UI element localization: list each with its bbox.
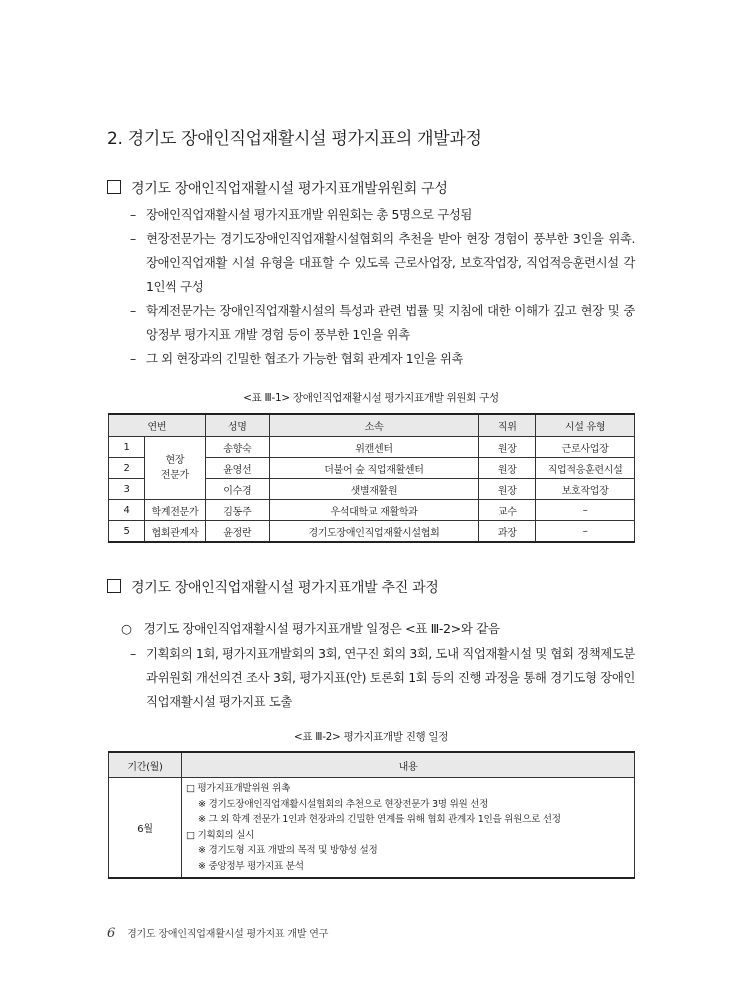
content-line: ※ 경기도형 지표 개발의 목적 및 방향성 설정	[198, 845, 378, 856]
schedule-table	[108, 751, 635, 879]
circle-bullet-icon: ○	[121, 621, 132, 636]
table-header-row	[109, 752, 635, 778]
group-label: 현장 전문가	[144, 437, 205, 500]
header-cell: 연번	[109, 414, 206, 437]
period-cell: 6월	[109, 778, 182, 879]
header-cell: 기간(월)	[109, 752, 182, 778]
table-row: 4 학계전문가 김동주 우석대학교 재활학과 교수 –	[109, 500, 635, 521]
list-item: – 현장전문가는 경기도장애인직업재활시설협회의 추천을 받아 현장 경험이 풍부한 3인을 위촉. 장애인직업재활 시설 유형을 대표할 수 있도록 근로사업장, 보호작업장, 직업적응훈련시설 각 1인씩 구성	[130, 231, 635, 294]
subsection-heading-committee	[107, 178, 448, 198]
page-footer	[107, 925, 328, 941]
process-bullet-list	[130, 642, 635, 714]
content-line: □ 기획회의 실시	[186, 829, 255, 841]
footer-title: 경기도 장애인직업재활시설 평가지표 개발 연구	[127, 929, 329, 940]
subsection-title: 경기도 장애인직업재활시설 평가지표개발 추진 과정	[131, 580, 439, 596]
header-cell: 소속	[269, 414, 479, 437]
header-cell: 내용	[182, 752, 635, 778]
header-cell: 성명	[205, 414, 269, 437]
table-row	[109, 778, 635, 879]
header-cell: 시설 유형	[536, 414, 635, 437]
committee-table	[108, 413, 635, 543]
square-bullet-icon	[107, 579, 121, 593]
page-number: 6	[107, 926, 116, 941]
table2-caption: <표 Ⅲ-2> 평가지표개발 진행 일정	[293, 731, 449, 743]
list-item: – 학계전문가는 장애인직업재활시설의 특성과 관련 법률 및 지침에 대한 이해가 깊고 현장 및 중앙정부 평가지표 개발 경험 등이 풍부한 1인을 위촉	[130, 303, 635, 342]
content-line: □ 평가지표개발위원 위촉	[186, 783, 290, 794]
content-line: ※ 그 외 학계 전문가 1인과 현장과의 긴밀한 연계를 위해 협회 관계자 1인을 위원으로 선정	[198, 814, 561, 825]
subsection-title: 경기도 장애인직업재활시설 평가지표개발위원회 구성	[131, 181, 448, 197]
content-line: ※ 중앙정부 평가지표 분석	[198, 860, 304, 872]
content-line: ※ 경기도장애인직업재활시설협회의 추천으로 현장전문가 3명 위원 선정	[198, 798, 489, 810]
table-row: 5 협회관계자 윤정란 경기도장애인직업재활시설협회 과장 –	[109, 521, 635, 543]
table-row: 3 이수경 샛별재활원 원장 보호작업장	[109, 479, 635, 500]
committee-bullet-list	[130, 203, 635, 371]
schedule-summary: ○ 경기도 장애인직업재활시설 평가지표개발 일정은 <표 Ⅲ-2>와 같음	[121, 621, 500, 636]
table-row: 1 현장 전문가 송향숙 위캔센터 원장 근로사업장	[109, 437, 635, 458]
table-row: 2 윤영선 더불어 숲 직업재활센터 원장 직업적응훈련시설	[109, 458, 635, 479]
section-title: 2. 경기도 장애인직업재활시설 평가지표의 개발과정	[107, 129, 482, 149]
list-item: – 그 외 현장과의 긴밀한 협조가 가능한 협회 관계자 1인을 위촉	[130, 351, 463, 366]
square-bullet-icon	[107, 180, 121, 194]
subsection-heading-process	[107, 577, 439, 597]
content-cell	[182, 778, 635, 879]
table-header-row	[109, 414, 635, 437]
header-cell: 직위	[479, 414, 536, 437]
list-item: – 장애인직업재활시설 평가지표개발 위원회는 총 5명으로 구성됨	[130, 207, 472, 222]
list-item: – 기획회의 1회, 평가지표개발회의 3회, 연구진 회의 3회, 도내 직업재활시설 및 협회 정책제도분과위원회 개선의견 조사 3회, 평가지표(안) 토론회 1회 등의 진행 과정을 통해 경기도형 장애인직업재활시설 평가지표 도출	[130, 646, 635, 709]
table1-caption: <표 Ⅲ-1> 장애인직업재활시설 평가지표개발 위원회 구성	[243, 392, 499, 404]
